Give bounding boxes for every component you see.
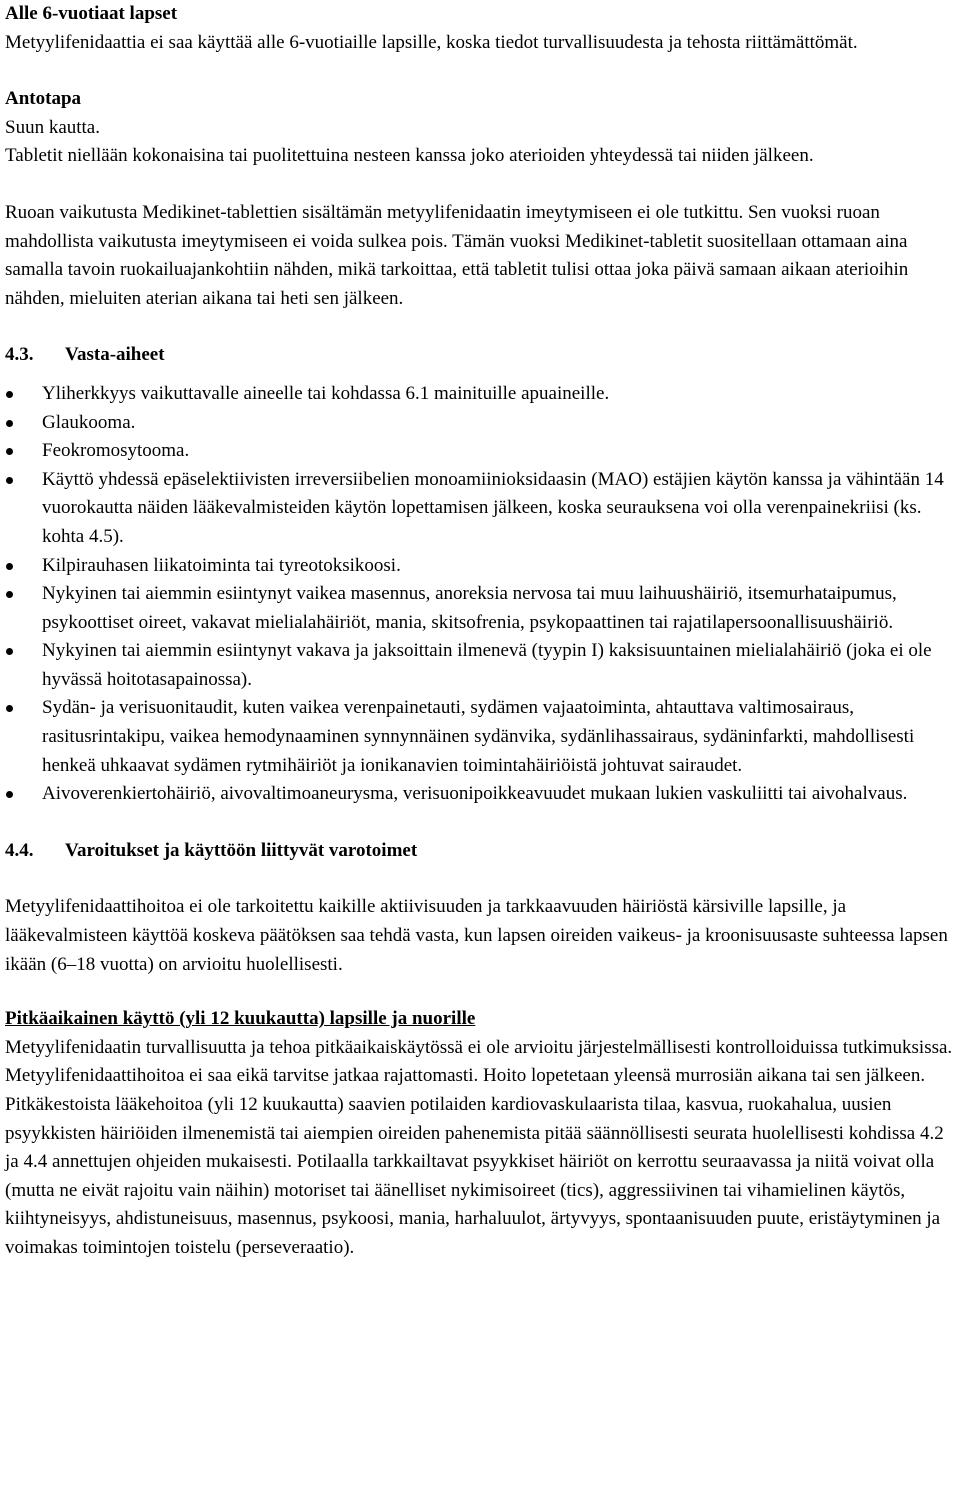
section-heading-warnings: [5, 837, 955, 866]
section-heading-children-under-6: Alle 6-vuotiaat lapset: [5, 3, 178, 24]
administration-line-2: Tabletit niellään kokonaisina tai puolitettuina nesteen kanssa joko aterioiden yhteydessä tai niiden jälkeen.: [5, 145, 814, 167]
section-number: 4.3.: [5, 344, 34, 366]
list-item: Glaukooma.: [5, 409, 955, 438]
warnings-paragraph: Metyylifenidaattihoitoa ei ole tarkoitettu kaikille aktiivisuuden ja tarkkaavuuden häiriöstä kärsiville lapsille, ja lääkevalmisteen käyttöä koskeva päätöksen saa tehdä vasta, kun lapsen oireiden vaikeus- ja kroonisuusaste suhteessa lapsen ikään (6–18 vuotta) on arvioitu huolellisesti.: [5, 896, 948, 975]
list-item: Käyttö yhdessä epäselektiivisten irreversiibelien monoamiinioksidaasin (MAO) estäjien käytön kanssa ja vähintään 14 vuorokautta näiden lääkevalmisteiden käytön lopettamisen jälkeen, koska seurauksena voi olla verenpainekriisi (ks. kohta 4.5).: [5, 466, 955, 552]
children-under-6-text: Metyylifenidaattia ei saa käyttää alle 6-vuotiaille lapsille, koska tiedot turvallisuudesta ja tehosta riittämättömät.: [5, 31, 858, 53]
list-item: Nykyinen tai aiemmin esiintynyt vaikea masennus, anoreksia nervosa tai muu laihuushäiriö, itsemurhataipumus, psykoottiset oireet, vakavat mielialahäiriöt, mania, skitsofrenia, psykopaattinen tai rajatilapersoonallisuushäiriö.: [5, 580, 955, 637]
section-title: Varoitukset ja käyttöön liittyvät varotoimet: [65, 839, 418, 861]
long-term-use-paragraph: Metyylifenidaatin turvallisuutta ja tehoa pitkäaikaiskäytössä ei ole arvioitu järjestelmällisesti kontrolloiduissa tutkimuksissa. Metyylifenidaattihoitoa ei saa eikä tarvitse jatkaa rajattomasti. Hoito lopetetaan yleensä murrosiän aikana tai sen jälkeen. Pitkäkestoista lääkehoitoa (yli 12 kuukautta) saavien potilaiden kardiovaskulaarista tilaa, kasvua, ruokahalua, uusien psyykkisten häiriöiden ilmenemistä tai aiempien oireiden pahenemista pitää säännöllisesti seurata huolellisesti kohdissa 4.2 ja 4.4 annettujen ohjeiden mukaisesti. Potilaalla tarkkailtavat psyykkiset häiriöt on kerrottu seuraavassa ja niitä voivat olla (mutta ne eivät rajoitu vain näihin) motoriset tai äänelliset nykimisoireet (tics), aggressiivinen tai vihamielinen käytös, kiihtyneisyys, ahdistuneisuus, masennus, psykoosi, mania, harhaluulot, ärtyvyys, spontaanisuuden puute, eristäytyminen ja voimakas toimintojen toistelu (perseveraatio).: [5, 1036, 953, 1258]
food-effect-paragraph: Ruoan vaikutusta Medikinet-tablettien sisältämän metyylifenidaatin imeytymiseen ei ole tutkittu. Sen vuoksi ruoan mahdollista vaikutusta imeytymiseen ei voida sulkea pois. Tämän vuoksi Medikinet-tabletit suositellaan ottamaan aina samalla tavoin ruokailuajankohtiin nähden, mikä tarkoittaa, että tabletit tulisi ottaa joka päivä samaan aikaan aterioihin nähden, mieluiten aterian aikana tai heti sen jälkeen.: [5, 201, 909, 309]
section-heading-contraindications: [5, 341, 955, 370]
administration-line-1: Suun kautta.: [5, 116, 100, 138]
list-item: Aivoverenkiertohäiriö, aivovaltimoaneurysma, verisuonipoikkeavuudet mukaan lukien vaskuliitti tai aivohalvaus.: [5, 780, 955, 809]
list-item: Kilpirauhasen liikatoiminta tai tyreotoksikoosi.: [5, 552, 955, 581]
list-item: Feokromosytooma.: [5, 437, 955, 466]
section-number: 4.4.: [5, 839, 34, 861]
document-page: [5, 0, 955, 1263]
list-item: Yliherkkyys vaikuttavalle aineelle tai kohdassa 6.1 mainituille apuaineille.: [5, 380, 955, 409]
section-title: Vasta-aiheet: [65, 344, 165, 366]
list-item: Nykyinen tai aiemmin esiintynyt vakava ja jaksoittain ilmenevä (tyypin I) kaksisuuntainen mielialahäiriö (joka ei ole hyvässä hoitotasapainossa).: [5, 637, 955, 694]
section-heading-long-term-use: Pitkäaikainen käyttö (yli 12 kuukautta) lapsille ja nuorille: [5, 1008, 476, 1030]
section-heading-administration: Antotapa: [5, 88, 82, 110]
list-item: Sydän- ja verisuonitaudit, kuten vaikea verenpainetauti, sydämen vajaatoiminta, ahtauttava valtimosairaus, rasitusrintakipu, vaikea hemodynaaminen synnynnäinen sydänvika, sydänlihassairaus, sydäninfarkti, mahdollisesti henkeä uhkaavat sydämen rytmihäiriöt ja ionikanavien toimintahäiriöistä johtuvat sairaudet.: [5, 694, 955, 780]
contraindications-list: [5, 380, 955, 809]
